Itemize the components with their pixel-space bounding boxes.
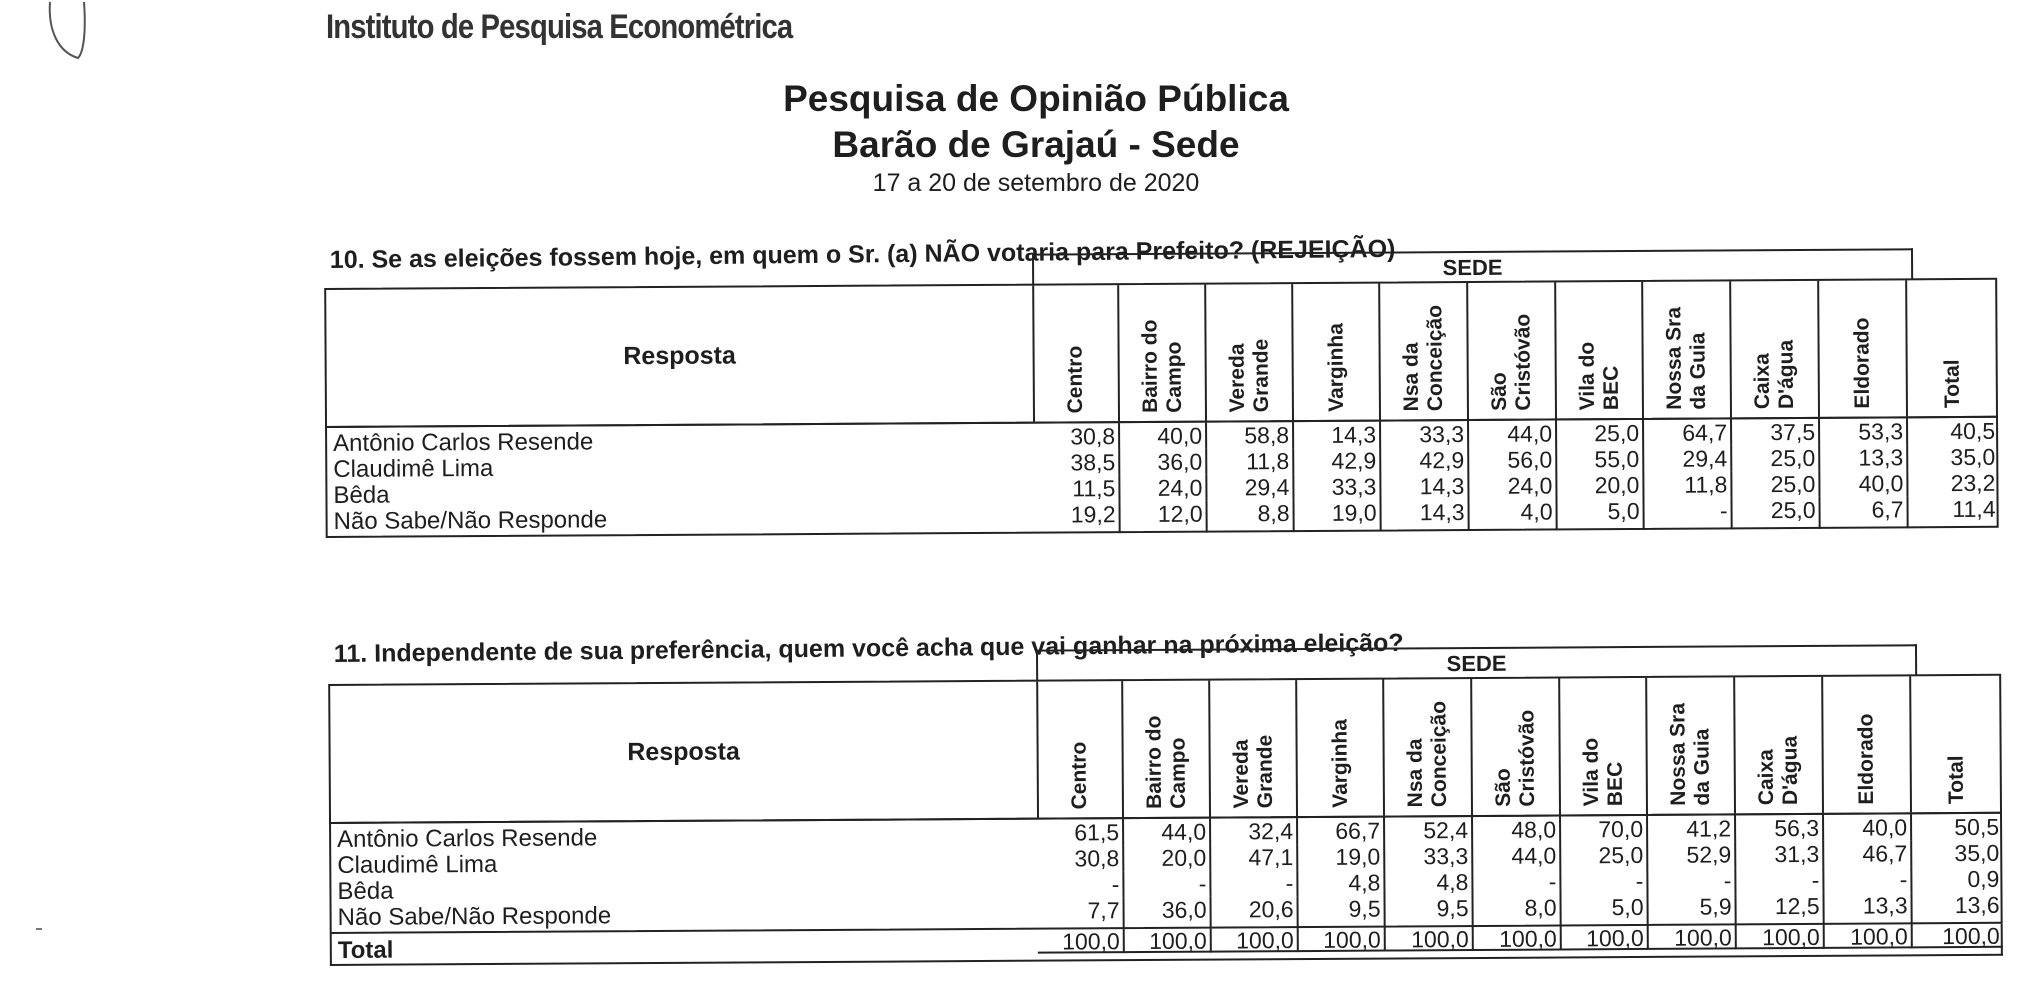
column-header (1380, 283, 1469, 420)
row-label: Antônio Carlos Resende (337, 824, 598, 853)
column-header (1036, 681, 1124, 818)
table-cell: 48,0 (1473, 816, 1561, 843)
table-cell: 24,0 (1120, 475, 1207, 502)
table-cell: 5,0 (1557, 498, 1644, 531)
column-header-line: Centro (1063, 345, 1087, 414)
table-cell: 6,7 (1820, 496, 1908, 529)
column-header (1384, 679, 1473, 816)
column-header-resposta: Resposta (326, 286, 1035, 426)
column-header-label (1063, 346, 1087, 414)
table-cell: - (1644, 497, 1732, 530)
table-cell: 25,0 (1732, 471, 1820, 498)
page-subtitle: Barão de Grajaú - Sede (832, 124, 1240, 165)
table-cell: 40,0 (1820, 470, 1908, 497)
table-cell: 23,2 (1950, 469, 1996, 497)
table-cell: 19,0 (1298, 844, 1385, 871)
table-cell: 35,0 (1950, 443, 1996, 471)
table-cell: 38,5 (1033, 449, 1120, 476)
table-cell: 14,3 (1381, 473, 1469, 500)
column-header (1819, 280, 1908, 417)
survey-date: 17 a 20 de setembro de 2020 (872, 169, 1200, 197)
table-cell: 12,5 (1736, 893, 1824, 926)
table-cell: 42,9 (1381, 447, 1469, 474)
column-header-label (1575, 342, 1623, 411)
column-header-label (1666, 703, 1715, 806)
total-cell: 100,0 (1562, 926, 1649, 951)
column-header-label (1850, 318, 1875, 409)
group-header-sede: SEDE (1036, 644, 1917, 680)
column-header (1911, 676, 2002, 813)
table-cell: 11,5 (1033, 475, 1120, 502)
table-cell: 12,0 (1121, 501, 1208, 534)
column-header-line: Total (1944, 755, 1968, 805)
table-cell: 5,0 (1561, 894, 1648, 927)
table-cell: 70,0 (1561, 816, 1648, 843)
table-cell: 0,9 (1967, 865, 2000, 892)
column-header-line: BEC (1603, 761, 1627, 807)
table-cell: 53,3 (1820, 418, 1908, 445)
table-cell: 46,7 (1824, 840, 1912, 867)
table-body (329, 812, 2003, 934)
column-header-line: Conceição (1423, 304, 1447, 412)
column-header (1210, 680, 1298, 817)
column-header-line: Nsa da (1403, 738, 1427, 808)
table-cell: 29,4 (1644, 445, 1732, 472)
column-header-line: Vereda (1225, 343, 1249, 413)
table-cell: 19,0 (1294, 500, 1381, 533)
table-cell: 14,3 (1381, 499, 1469, 532)
table-cell: 8,0 (1473, 894, 1561, 927)
column-header (1119, 285, 1207, 422)
column-header-label (1941, 359, 1965, 408)
column-header-line: Nsa da (1399, 342, 1423, 412)
column-header-label (1142, 715, 1191, 809)
column-header (1643, 281, 1732, 418)
column-header-label (1138, 319, 1187, 413)
table-cell: 33,3 (1294, 474, 1381, 501)
column-header-line: Caixa (1754, 749, 1778, 806)
row-label: Não Sabe/Não Responde (333, 506, 608, 535)
table-cell: - (1211, 870, 1298, 897)
column-header (1293, 284, 1381, 421)
institute-logo: Instituto de Pesquisa Econométrica (326, 8, 793, 46)
column-header-line: BEC (1599, 365, 1623, 411)
table-cell: 32,4 (1211, 818, 1298, 845)
row-label: Bêda (333, 481, 390, 509)
table-cell: 52,4 (1385, 817, 1473, 844)
table-cell: 44,0 (1124, 819, 1211, 846)
table-cell: 42,9 (1294, 448, 1381, 475)
table-cell: 30,8 (1033, 423, 1120, 450)
column-header-line: Eldorado (1850, 317, 1874, 409)
column-header-line: Varginha (1327, 719, 1352, 808)
column-header (1206, 284, 1294, 421)
column-header-line: Caixa (1750, 353, 1774, 410)
table-cell: 56,3 (1736, 815, 1824, 842)
question-10: 10. Se as eleições fossem hoje, em quem o Sr. (a) NÃO votaria para Prefeito? (REJEIÇÃO) (329, 234, 1396, 275)
column-header-line: Nossa Sra (1662, 306, 1686, 410)
column-header-line: São (1487, 372, 1511, 411)
table-cell: 11,8 (1207, 448, 1294, 475)
table-cell: 4,8 (1298, 870, 1385, 897)
table-cell: 11,8 (1644, 471, 1732, 498)
column-header (1468, 282, 1557, 419)
table-cell: 58,8 (1207, 422, 1294, 449)
column-header (1297, 680, 1385, 817)
row-label: Bêda (337, 877, 394, 905)
row-label: Claudimê Lima (337, 850, 498, 879)
table-cell: 25,0 (1557, 420, 1644, 447)
table-cell: 33,3 (1381, 421, 1469, 448)
table-cell: 44,0 (1469, 420, 1557, 447)
column-header-line: Vereda (1229, 739, 1253, 809)
table-cell: 20,0 (1557, 472, 1644, 499)
table-cell: 55,0 (1557, 446, 1644, 473)
table-cell: 52,9 (1648, 841, 1736, 868)
table-cell: 41,2 (1648, 815, 1736, 842)
table-cell: 5,9 (1648, 893, 1736, 926)
question-11: 11. Independente de sua preferência, quem você acha que vai ganhar na próxima eleição? (333, 628, 1404, 669)
table-cell: 36,0 (1125, 897, 1212, 930)
table-cell: 30,8 (1037, 845, 1124, 872)
table-header-row (328, 674, 2002, 824)
table-cell: 29,4 (1207, 474, 1294, 501)
table-cell: 4,0 (1469, 498, 1557, 531)
page-title: Pesquisa de Opinião Pública (783, 78, 1289, 119)
table-cell: - (1124, 871, 1211, 898)
total-cell: 100,0 (1386, 927, 1474, 952)
group-header-sede: SEDE (1032, 248, 1913, 284)
table-cell: 9,5 (1385, 895, 1473, 928)
total-cell: 100,0 (1125, 929, 1212, 954)
total-cell: 100,0 (1913, 924, 2003, 949)
column-header-label (1225, 339, 1273, 413)
table-cell: 14,3 (1294, 422, 1381, 449)
column-header-label (1067, 742, 1091, 810)
table-cell: - (1824, 866, 1912, 893)
table-cell: 11,4 (1952, 495, 1996, 523)
column-header-line: D'água (1778, 735, 1802, 806)
column-header-line: Cristóvão (1515, 709, 1539, 807)
title-block (0, 76, 2032, 198)
column-header-label (1229, 735, 1277, 809)
total-cell: 100,0 (1474, 926, 1562, 951)
table-cell: 9,5 (1298, 896, 1385, 929)
column-header-line: Grande (1249, 338, 1273, 413)
table-body (325, 416, 1999, 538)
column-header-line: Campo (1166, 737, 1190, 809)
total-cell: 100,0 (1299, 928, 1386, 953)
column-header (1731, 281, 1820, 418)
table-cell: 4,8 (1385, 869, 1473, 896)
column-header-line: da Guia (1686, 332, 1710, 410)
column-header-line: Conceição (1427, 700, 1451, 808)
total-cell: 100,0 (1649, 925, 1737, 950)
total-cell: 100,0 (1737, 925, 1825, 950)
column-header-label (1324, 323, 1349, 412)
table-cell: 19,2 (1034, 501, 1121, 534)
table-cell: 40,0 (1120, 423, 1207, 450)
column-header-label (1403, 701, 1452, 807)
column-header-label (1399, 305, 1448, 411)
column-header (1032, 285, 1120, 422)
column-header-line: Vila do (1579, 737, 1603, 807)
column-header-line: Bairro do (1141, 715, 1166, 810)
column-header-line: Cristóvão (1511, 313, 1535, 411)
table-cell: 47,1 (1211, 844, 1298, 871)
column-header (1823, 676, 1912, 813)
column-header (1472, 678, 1561, 815)
table-cell: 35,0 (1954, 839, 2000, 867)
table-cell: 25,0 (1561, 842, 1648, 869)
table-cell: 37,5 (1732, 419, 1820, 446)
table-cell: 20,0 (1124, 845, 1211, 872)
row-label: Antônio Carlos Resende (333, 428, 594, 457)
table-cell: - (1561, 868, 1648, 895)
column-header-label (1491, 710, 1540, 807)
column-header-line: Centro (1067, 741, 1091, 810)
column-header (1560, 678, 1648, 815)
total-label: Total (337, 936, 394, 964)
column-header (1647, 677, 1736, 814)
table-cell: 36,0 (1120, 449, 1207, 476)
scan-mark (44, 0, 90, 62)
column-header-label (1487, 314, 1536, 411)
table-cell: 25,0 (1732, 445, 1820, 472)
table-cell: - (1037, 871, 1124, 898)
table-cell: 61,5 (1037, 819, 1124, 846)
column-header-line: Vila do (1575, 341, 1599, 411)
table-cell: 44,0 (1473, 842, 1561, 869)
table-cell: - (1648, 867, 1736, 894)
table-cell: 40,5 (1950, 417, 1996, 445)
table-cell: - (1736, 867, 1824, 894)
total-cell: 100,0 (1825, 924, 1913, 949)
column-header (1735, 677, 1824, 814)
column-header-resposta: Resposta (330, 682, 1039, 822)
column-header-line: da Guia (1690, 728, 1714, 806)
table-cell: 7,7 (1038, 897, 1125, 930)
table-cell: 50,5 (1954, 813, 2000, 841)
column-header-label (1751, 340, 1799, 409)
column-header-label (1945, 755, 1969, 804)
table-cell: 13,6 (1954, 891, 2000, 919)
column-header-line: Varginha (1323, 323, 1348, 412)
column-header-line: Total (1940, 359, 1964, 409)
table-cell: 40,0 (1824, 814, 1912, 841)
table-cell: 66,7 (1298, 818, 1385, 845)
column-header-line: D'água (1774, 339, 1798, 410)
table-cell: - (1473, 868, 1561, 895)
column-header-line: Nossa Sra (1666, 702, 1690, 806)
column-header-line: Grande (1253, 734, 1277, 809)
column-header (1123, 681, 1211, 818)
total-cell: 100,0 (1212, 928, 1299, 953)
table-cell: 24,0 (1469, 472, 1557, 499)
table-cell: 31,3 (1736, 841, 1824, 868)
column-header-label (1579, 738, 1627, 807)
table-cell: 33,3 (1385, 843, 1473, 870)
table-cell: 64,7 (1644, 419, 1732, 446)
column-header (1556, 282, 1644, 419)
column-header-line: Campo (1162, 341, 1186, 413)
table-cell: 13,3 (1820, 444, 1908, 471)
table-cell: 25,0 (1732, 497, 1820, 530)
column-header-label (1328, 719, 1353, 808)
table-cell: 13,3 (1824, 892, 1912, 925)
table-cell: 20,6 (1211, 896, 1298, 929)
column-header-line: Bairro do (1137, 319, 1162, 414)
column-header-label (1854, 714, 1879, 805)
total-cell: 100,0 (1038, 929, 1125, 954)
column-header-line: São (1491, 768, 1515, 807)
column-header-line: Eldorado (1854, 713, 1878, 805)
row-label: Não Sabe/Não Responde (337, 902, 612, 931)
table-cell: 8,8 (1207, 500, 1294, 533)
column-header (1907, 280, 1998, 417)
scan-tick (36, 928, 42, 930)
table-header-row (324, 278, 1998, 428)
table-cell: 56,0 (1469, 446, 1557, 473)
column-header-label (1755, 736, 1803, 805)
column-header-label (1662, 307, 1711, 410)
row-label: Claudimê Lima (333, 454, 494, 483)
